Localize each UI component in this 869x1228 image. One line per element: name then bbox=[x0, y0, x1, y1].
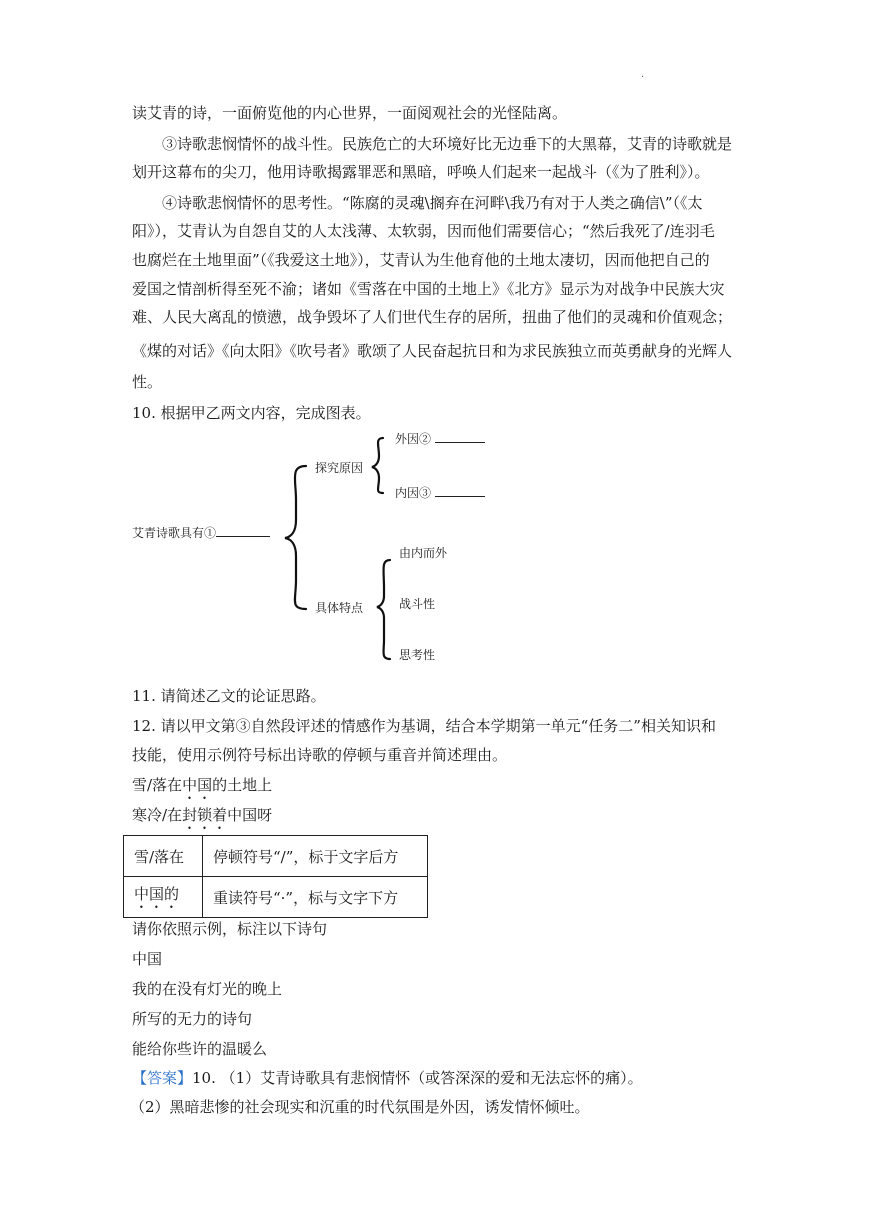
table-row bbox=[124, 877, 428, 918]
corner-mark: · bbox=[641, 72, 645, 83]
example-table bbox=[123, 835, 428, 918]
diagram-feature-combative: 战斗性 bbox=[399, 597, 436, 611]
table-cell: 雪/落在 bbox=[124, 836, 203, 877]
paragraph-4-line-2: 阳》），艾青认为自怨自艾的人太浅薄、太软弱，因而他们需要信心；“然后我死了/连羽毛 bbox=[132, 222, 715, 240]
question-10: 10. 根据甲乙两文内容，完成图表。 bbox=[132, 404, 371, 422]
answer-line-1: 【答案】10. （1）艾青诗歌具有悲悯情怀（或答深深的爱和无法忘怀的痛）。 bbox=[132, 1069, 643, 1087]
paragraph-3-line-2: 划开这幕布的尖刀，他用诗歌揭露罪恶和黑暗，呼唤人们起来一起战斗（《为了胜利》）。 bbox=[132, 163, 710, 181]
diagram-root: 艾青诗歌具有① bbox=[132, 526, 270, 540]
paragraph-4-line-6: 《煤的对话》《向太阳》《吹号者》歌颂了人民奋起抗日和为求民族独立而英勇献身的光辉人 bbox=[132, 342, 733, 360]
lower-brace bbox=[377, 560, 390, 659]
paragraph-3-line-1: ③诗歌悲悯情怀的战斗性。民族危亡的大环境好比无边垂下的大黑幕，艾青的诗歌就是 bbox=[162, 135, 733, 153]
paragraph-4-line-7: 性。 bbox=[132, 373, 163, 391]
poem-line: 能给你些许的温暖么 bbox=[132, 1040, 268, 1058]
poem-line: 中国 bbox=[132, 950, 163, 968]
poem-line: 我的在没有灯光的晚上 bbox=[132, 980, 283, 998]
answer-line-2: （2）黑暗悲惨的社会现实和沉重的时代氛围是外因，诱发情怀倾吐。 bbox=[130, 1098, 590, 1116]
table-row bbox=[124, 836, 428, 877]
paragraph-top: 读艾青的诗，一面俯览他的内心世界，一面阅观社会的光怪陆离。 bbox=[132, 104, 568, 122]
table-cell: 中国的 bbox=[124, 877, 203, 918]
poem-line: 所写的无力的诗句 bbox=[132, 1010, 253, 1028]
paragraph-4-line-3: 也腐烂在土地里面”（《我爱这土地》），艾青认为生他育他的土地太凄切，因而他把自己的 bbox=[132, 251, 710, 269]
diagram-branch-features: 具体特点 bbox=[315, 601, 364, 615]
diagram-feature-inside-out: 由内而外 bbox=[399, 546, 448, 560]
big-brace bbox=[285, 466, 306, 609]
diagram-branch-cause: 探究原因 bbox=[315, 461, 364, 475]
diagram-external-cause: 外因② bbox=[395, 432, 485, 446]
upper-brace bbox=[372, 438, 383, 493]
poem-example-line-2: 寒冷/在封锁着中国呀 bbox=[132, 806, 273, 824]
instruction: 请你依照示例，标注以下诗句 bbox=[132, 920, 328, 938]
paragraph-4-line-5: 难、人民大离乱的愤懑，战争毁坏了人们世代生存的居所，扭曲了他们的灵魂和价值观念； bbox=[132, 308, 733, 326]
question-11: 11. 请简述乙文的论证思路。 bbox=[132, 687, 326, 705]
paragraph-4-line-4: 爱国之情剖析得至死不渝；诸如《雪落在中国的土地上》《北方》显示为对战争中民族大灾 bbox=[132, 280, 725, 298]
poem-example-line-1: 雪/落在中国的土地上 bbox=[132, 776, 273, 794]
question-12-line-1: 12. 请以甲文第③自然段评述的情感作为基调，结合本学期第一单元“任务二”相关知识和 bbox=[132, 717, 716, 735]
answer-label: 【答案】 bbox=[132, 1069, 193, 1087]
diagram-feature-reflective: 思考性 bbox=[399, 648, 436, 662]
table-cell: 重读符号“·”，标与文字下方 bbox=[203, 877, 428, 918]
paragraph-4-line-1: ④诗歌悲悯情怀的思考性。“陈腐的灵魂\搁弃在河畔\我乃有对于人类之确信\”（《太 bbox=[162, 194, 703, 212]
question-12-line-2: 技能，使用示例符号标出诗歌的停顿与重音并简述理由。 bbox=[132, 746, 508, 764]
table-cell: 停顿符号“/”，标于文字后方 bbox=[203, 836, 428, 877]
diagram-internal-cause: 内因③ bbox=[395, 486, 485, 500]
